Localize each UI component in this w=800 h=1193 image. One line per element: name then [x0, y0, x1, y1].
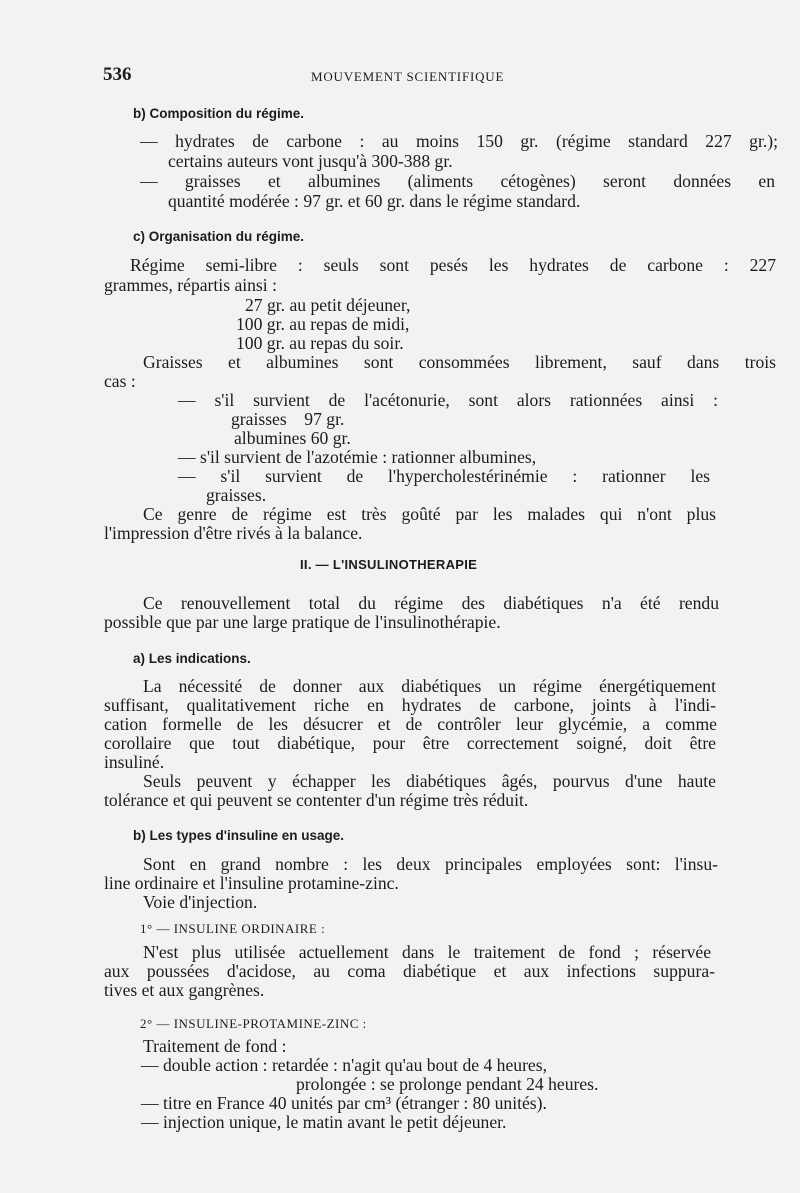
running-title: MOUVEMENT SCIENTIFIQUE [311, 69, 505, 84]
heading-organisation: c) Organisation du régime. [133, 229, 305, 244]
heading-insuline-ordinaire: 1° — INSULINE ORDINAIRE : [140, 921, 326, 936]
paragraph-line: tives et aux gangrènes. [104, 980, 265, 1000]
paragraph-line: Traitement de fond : [143, 1036, 287, 1056]
paragraph-line: — s'il survient de l'acétonurie, sont alors rationnées ainsi : [178, 390, 718, 410]
paragraph-line: possible que par une large pratique de l'insulinothérapie. [104, 612, 501, 632]
paragraph-line: 100 gr. au repas du soir. [236, 333, 404, 353]
paragraph-line: Ce genre de régime est très goûté par les malades qui n'ont plus [143, 504, 716, 524]
paragraph-line: — s'il survient de l'hypercholestérinémie : rationner les [178, 466, 710, 486]
paragraph-line: albumines 60 gr. [234, 428, 351, 448]
paragraph-line: Seuls peuvent y échapper les diabétiques âgés, pourvus d'une haute [143, 771, 716, 791]
paragraph-line: Voie d'injection. [143, 892, 258, 912]
paragraph-line: — s'il survient de l'azotémie : rationner albumines, [178, 447, 537, 467]
paragraph-line: Ce renouvellement total du régime des diabétiques n'a été rendu [143, 593, 719, 613]
paragraph-line: graisses 97 gr. [231, 409, 345, 429]
paragraph-line: La nécessité de donner aux diabétiques un régime énergétiquement [143, 676, 716, 696]
paragraph-line: certains auteurs vont jusqu'à 300-388 gr. [168, 151, 453, 171]
paragraph-line: prolongée : se prolonge pendant 24 heures. [296, 1074, 599, 1094]
paragraph-line: l'impression d'être rivés à la balance. [104, 523, 363, 543]
paragraph-line: cas : [104, 371, 136, 391]
heading-insulinotherapie: II. — L'INSULINOTHERAPIE [300, 557, 478, 572]
page-number: 536 [103, 64, 132, 85]
paragraph-line: grammes, répartis ainsi : [104, 275, 277, 295]
paragraph-line: graisses. [206, 485, 267, 505]
heading-indications: a) Les indications. [133, 651, 251, 666]
paragraph-line: insuliné. [104, 752, 165, 772]
paragraph-line: line ordinaire et l'insuline protamine-zinc. [104, 873, 399, 893]
paragraph-line: 27 gr. au petit déjeuner, [245, 295, 411, 315]
paragraph-line: — graisses et albumines (aliments cétogènes) seront données en [140, 171, 775, 191]
paragraph-line: Graisses et albumines sont consommées librement, sauf dans trois [143, 352, 776, 372]
paragraph-line: 100 gr. au repas de midi, [236, 314, 410, 334]
heading-types-insuline: b) Les types d'insuline en usage. [133, 828, 345, 843]
paragraph-line: Sont en grand nombre : les deux principales employées sont: l'insu- [143, 854, 718, 874]
paragraph-line: suffisant, qualitativement riche en hydrates de carbone, joints à l'indi- [104, 695, 716, 715]
paragraph-line: tolérance et qui peuvent se contenter d'un régime très réduit. [104, 790, 529, 810]
paragraph-line: — titre en France 40 unités par cm³ (étranger : 80 unités). [141, 1093, 547, 1113]
paragraph-line: aux poussées d'acidose, au coma diabétique et aux infections suppura- [104, 961, 715, 981]
paragraph-line: — injection unique, le matin avant le petit déjeuner. [141, 1112, 507, 1132]
paragraph-line: N'est plus utilisée actuellement dans le traitement de fond ; réservée [143, 942, 711, 962]
paragraph-line: — double action : retardée : n'agit qu'au bout de 4 heures, [141, 1055, 547, 1075]
heading-insuline-protamine: 2° — INSULINE-PROTAMINE-ZINC : [140, 1016, 367, 1031]
paragraph-line: Régime semi-libre : seuls sont pesés les hydrates de carbone : 227 [130, 255, 776, 275]
paragraph-line: — hydrates de carbone : au moins 150 gr. (régime standard 227 gr.); [140, 131, 778, 151]
paragraph-line: quantité modérée : 97 gr. et 60 gr. dans le régime standard. [168, 191, 581, 211]
heading-composition: b) Composition du régime. [133, 106, 304, 121]
paragraph-line: cation formelle de les désucrer et de contrôler leur glycémie, a comme [104, 714, 717, 734]
paragraph-line: corollaire que tout diabétique, pour être correctement soigné, doit être [104, 733, 716, 753]
